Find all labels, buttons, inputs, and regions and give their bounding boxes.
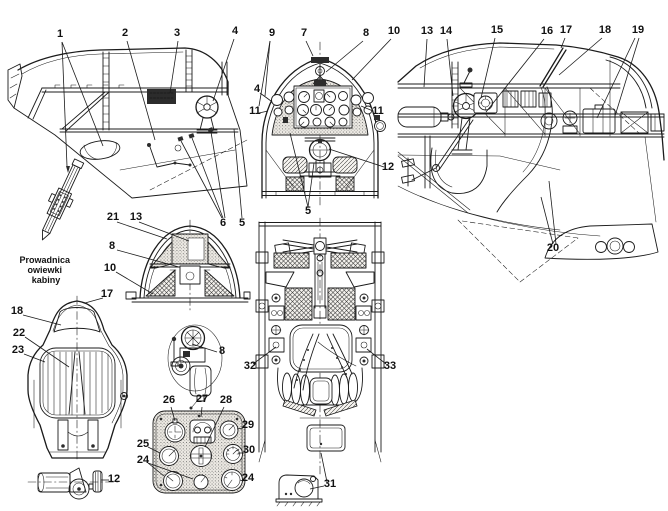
callout-13: 13 <box>129 211 143 223</box>
trim-knob-detail <box>28 468 120 499</box>
callout-13: 13 <box>420 25 434 37</box>
callout-22: 22 <box>12 327 26 339</box>
callout-18: 18 <box>598 24 612 36</box>
side-view-right <box>398 43 664 282</box>
callout-5: 5 <box>304 205 312 217</box>
cockpit-plan-view <box>256 218 384 475</box>
callout-leader-31 <box>310 486 324 489</box>
callout-10: 10 <box>387 25 401 37</box>
callout-leader-15 <box>481 38 495 98</box>
callout-9: 9 <box>268 27 276 39</box>
callout-33: 33 <box>383 360 397 372</box>
callout-14: 14 <box>439 25 453 37</box>
callout-leader-6 <box>181 141 222 218</box>
callout-24: 24 <box>136 454 150 466</box>
callout-8: 8 <box>362 27 370 39</box>
battery-box-detail <box>276 475 322 506</box>
callout-3: 3 <box>173 27 181 39</box>
callout-4: 4 <box>253 83 261 95</box>
front-view-cockpit <box>262 42 386 205</box>
callout-32: 32 <box>243 360 257 372</box>
callout-2: 2 <box>121 27 129 39</box>
callout-leader-21 <box>117 222 167 239</box>
callout-leader-20 <box>549 181 556 244</box>
callout-leader-1 <box>62 42 103 146</box>
side-view-left <box>8 48 247 198</box>
callout-10: 10 <box>103 262 117 274</box>
callout-19: 19 <box>631 24 645 36</box>
callout-8: 8 <box>108 240 116 252</box>
callout-11: 11 <box>372 105 384 117</box>
callout-12: 12 <box>107 473 121 485</box>
callout-16: 16 <box>540 25 554 37</box>
canopy-dome-detail <box>126 220 250 310</box>
callout-25: 25 <box>136 438 150 450</box>
callout-leader-22 <box>25 337 69 367</box>
callout-23: 23 <box>11 344 25 356</box>
callout-29: 29 <box>241 419 255 431</box>
callout-21: 21 <box>106 211 120 223</box>
callout-1: 1 <box>56 28 64 40</box>
callout-24: 24 <box>241 472 255 484</box>
callout-30: 30 <box>242 444 256 456</box>
callout-20: 20 <box>546 242 560 254</box>
canopy-guide-detail <box>32 156 89 244</box>
callout-17: 17 <box>100 288 114 300</box>
callout-5: 5 <box>238 217 246 229</box>
callout-6: 6 <box>219 217 227 229</box>
callout-leader-13 <box>424 39 427 87</box>
callout-12: 12 <box>381 161 395 173</box>
callout-31: 31 <box>323 478 337 490</box>
callout-26: 26 <box>162 394 176 406</box>
callout-8: 8 <box>218 345 226 357</box>
callout-7: 7 <box>300 27 308 39</box>
callout-4: 4 <box>231 25 239 37</box>
callout-leader-8 <box>326 41 363 72</box>
callout-11: 11 <box>249 105 261 117</box>
callout-15: 15 <box>490 24 504 36</box>
callout-leader-7 <box>306 41 313 56</box>
callout-leader-19 <box>597 38 635 118</box>
callout-leader-18 <box>559 38 602 75</box>
nose-front-detail <box>28 296 128 462</box>
instrument-panel-detail <box>153 411 245 493</box>
callout-18: 18 <box>10 305 24 317</box>
canopy-guide-label: Prowadnica owiewki kabiny <box>19 255 70 285</box>
callout-leader-1 <box>62 42 67 166</box>
callout-27: 27 <box>195 393 209 405</box>
callout-leader-17 <box>561 38 565 48</box>
callout-leader-5 <box>234 129 242 218</box>
callout-28: 28 <box>219 394 233 406</box>
callout-17: 17 <box>559 24 573 36</box>
callout-leader-19 <box>615 38 639 116</box>
